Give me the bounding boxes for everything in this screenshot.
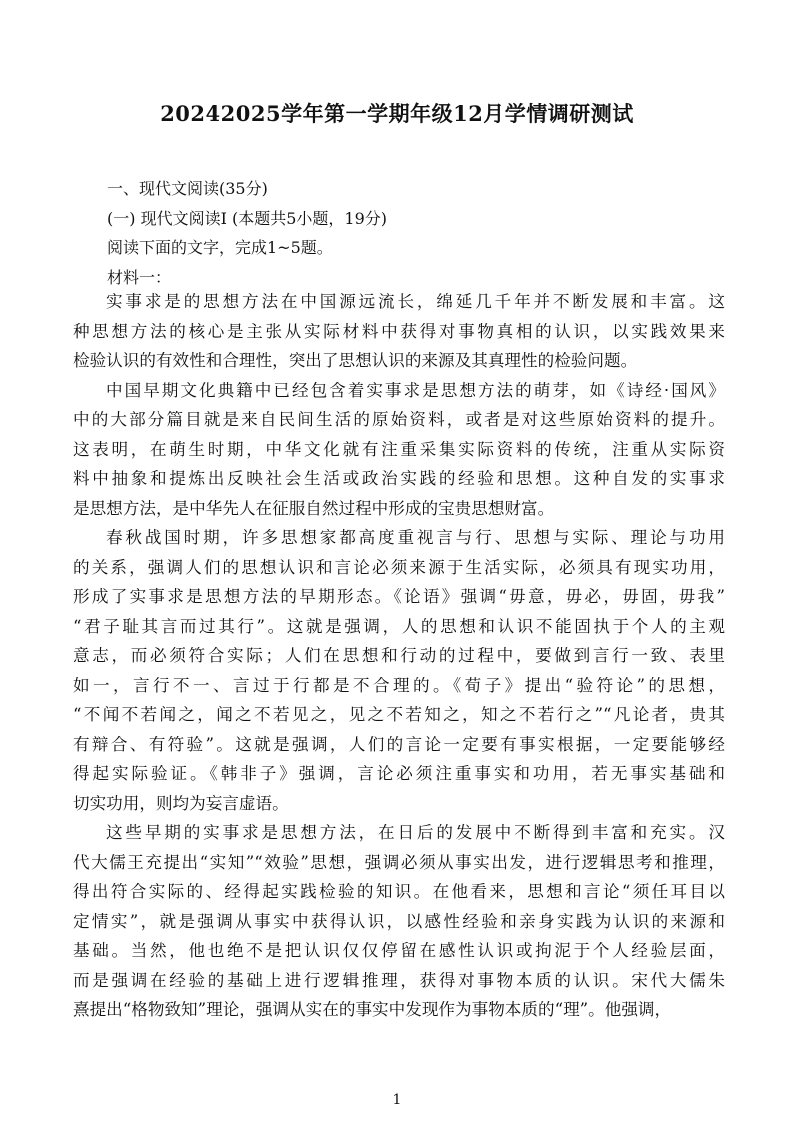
paragraph-line: 形成了实事求是思想方法的早期形态。《论语》强调“毋意，毋必，毋固，毋我” <box>73 587 725 606</box>
intro-block <box>107 174 727 292</box>
paragraph-line: 实事求是的思想方法在中国源远流长，绵延几千年并不断发展和丰富。这 <box>106 292 725 311</box>
instruction-text: 阅读下面的文字，完成1~5题。 <box>107 238 333 257</box>
paragraph-line: 种思想方法的核心是主张从实际材料中获得对事物真相的认识，以实践效果来 <box>73 321 725 341</box>
paragraph-line: 切实功用，则均为妄言虚语。 <box>73 793 289 813</box>
paragraph-line: 中的大部分篇目就是来自民间生活的原始资料，或者是对这些原始资料的提升。 <box>73 410 725 429</box>
paragraph-line: 得起实际验证。《韩非子》强调，言论必须注重事实和功用，若无事实基础和 <box>73 764 725 783</box>
paragraph-line: 有辩合、有符验”。这就是强调，人们的言论一定要有事实根据，一定要能够经 <box>73 734 725 754</box>
paragraph <box>73 523 725 818</box>
paragraph-line: 熹提出“格物致知”理论，强调从实在的事实中发现作为事物本质的“理”。他强调， <box>73 1000 672 1019</box>
paragraph <box>73 287 725 376</box>
page-number: 1 <box>392 1092 402 1108</box>
paragraph-line: 料中抽象和提炼出反映社会生活或政治实践的经验和思想。这种自发的实事求 <box>73 469 725 488</box>
paragraph-line: 定情实”，就是强调从事实中获得认识，以感性经验和亲身实践为认识的来源和 <box>73 911 725 931</box>
paragraph-line: 这些早期的实事求是思想方法，在日后的发展中不断得到丰富和充实。汉 <box>106 823 725 842</box>
paragraph-line: 中国早期文化典籍中已经包含着实事求是思想方法的萌芽，如《诗经·国风》 <box>106 380 725 400</box>
paragraph-line: 是思想方法，是中华先人在征服自然过程中形成的宝贵思想财富。 <box>73 498 555 518</box>
paragraph-line: 意志，而必须符合实际；人们在思想和行动的过程中，要做到言行一致、表里 <box>73 646 725 665</box>
subsection-heading: (一) 现代文阅读I (本题共5小题，19分) <box>107 208 388 228</box>
paragraph-line: 基础。当然，他也绝不是把认识仅仅停留在感性认识或拘泥于个人经验层面， <box>73 941 725 960</box>
paragraph <box>73 376 725 524</box>
paragraph-line: 得出符合实际的、经得起实践检验的知识。在他看来，思想和言论“须任耳目以 <box>73 882 725 901</box>
paragraph-line: 这表明，在萌生时期，中华文化就有注重采集实际资料的传统，注重从实际资 <box>73 439 725 459</box>
paragraph-line: “君子耻其言而过其行”。这就是强调，人的思想和认识不能固执于个人的主观 <box>73 616 725 636</box>
paragraph-line: 如一，言行不一、言过于行都是不合理的。《荀子》提出“验符论”的思想， <box>73 675 725 695</box>
paragraph-line: 春秋战国时期，许多思想家都高度重视言与行、思想与实际、理论与功用 <box>106 528 725 547</box>
paragraph <box>73 818 725 1025</box>
paragraph-line: 检验认识的有效性和合理性，突出了思想认识的来源及其真理性的检验问题。 <box>73 351 638 370</box>
paragraph-line: 而是强调在经验的基础上进行逻辑推理，获得对事物本质的认识。宋代大儒朱 <box>73 970 725 990</box>
article-body <box>73 287 725 1025</box>
material-label: 材料一： <box>107 267 172 287</box>
page-title: 20242025学年第一学期年级12月学情调研测试 <box>160 101 634 126</box>
paragraph-line: 代大儒王充提出“实知”“效验”思想，强调必须从事实出发，进行逻辑思考和推理， <box>73 852 725 872</box>
paragraph-line: “不闻不若闻之，闻之不若见之，见之不若知之，知之不若行之”“凡论者，贵其 <box>73 705 725 724</box>
section-heading: 一、现代文阅读(35分) <box>107 179 268 198</box>
paragraph-line: 的关系，强调人们的思想认识和言论必须来源于生活实际，必须具有现实功用， <box>73 557 725 577</box>
